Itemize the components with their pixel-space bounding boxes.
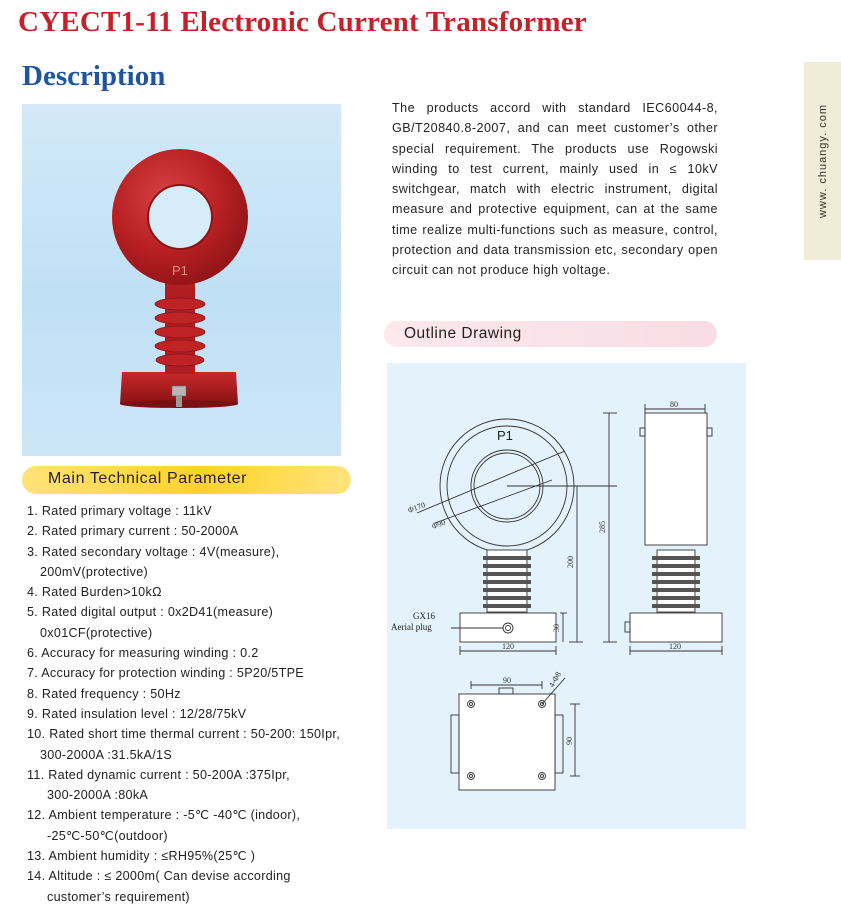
page-title: CYECT1-11 Electronic Current Transformer	[18, 6, 587, 38]
outline-drawing-label-bar	[384, 321, 717, 347]
list-item: 1. Rated primary voltage : 11kV	[27, 504, 212, 518]
list-item: 9. Rated insulation level : 12/28/75kV	[27, 706, 247, 721]
list-item: 7. Accuracy for protection winding : 5P20/5TPE	[27, 666, 305, 681]
list-item: 3. Rated secondary voltage : 4V(measure), 200mV(protective)	[27, 544, 280, 579]
list-item: 12. Ambient temperature : -5℃ -40℃ (indoor), -25℃-50℃(outdoor)	[27, 808, 301, 843]
outline-drawing	[387, 363, 746, 829]
dim-hole-diameter: 4-Φ8	[546, 670, 563, 689]
drawing-p1-marking: P1	[497, 428, 513, 443]
dim-outer-diameter: Φ170	[406, 500, 427, 515]
list-item: 5. Rated digital output : 0x2D41(measure) 0x01CF(protective)	[27, 605, 274, 640]
list-item: 10. Rated short time thermal current : 50-200: 150Ipr, 300-2000A :31.5kA/1S	[27, 727, 341, 762]
dim-height-285: 285	[598, 521, 607, 533]
section-heading-description: Description	[22, 60, 166, 92]
photo-p1-marking: P1	[172, 263, 188, 278]
dim-height-200: 200	[566, 556, 575, 568]
transformer-illustration	[22, 104, 341, 456]
website-url: www. chuangy. com	[816, 103, 829, 219]
dim-inner-diameter: Φ90	[430, 517, 447, 531]
dim-hole-spacing: 90	[503, 676, 511, 685]
list-item: 14. Altitude : ≤ 2000m( Can devise according customer’s requirement)	[27, 869, 291, 904]
list-item: 8. Rated frequency : 50Hz	[27, 686, 181, 701]
list-item: 11. Rated dynamic current : 50-200A :375Ipr, 300-2000A :80kA	[27, 767, 290, 803]
dim-width-top: 80	[670, 400, 678, 409]
main-parameter-label-bar	[22, 466, 351, 494]
list-item: 6. Accuracy for measuring winding : 0.2	[27, 646, 259, 661]
list-item: 13. Ambient humidity : ≤RH95%(25℃ )	[27, 849, 256, 864]
dim-base-30: 30	[552, 624, 561, 632]
dim-hole-spacing-vertical: 90	[565, 737, 574, 745]
list-item: 4. Rated Burden>10kΩ	[27, 585, 162, 600]
list-item: 2. Rated primary current : 50-2000A	[27, 524, 239, 539]
outline-drawing-label: Outline Drawing	[404, 325, 522, 342]
plug-code: GX16	[413, 611, 435, 621]
dim-base-width-side: 120	[669, 642, 681, 651]
main-parameter-label: Main Technical Parameter	[48, 470, 248, 487]
aerial-plug-label: Aerial plug	[391, 622, 432, 632]
dim-base-width-front: 120	[502, 642, 514, 651]
description-text: The products accord with standard IEC60044-8, GB/T20840.8-2007, and can meet customer’s other special requirement. The products use Rogowski winding to test current, mainly used in ≤ 10kV switchgear, match with electric instrument, digital measure and protective equipment, can at the same time realize multi-functions such as measure, control, protection and data transmission etc, secondary open circuit can not produce high voltage.	[392, 101, 718, 278]
website-tab	[804, 62, 841, 260]
parameter-list	[27, 501, 357, 907]
product-photo	[22, 104, 341, 456]
